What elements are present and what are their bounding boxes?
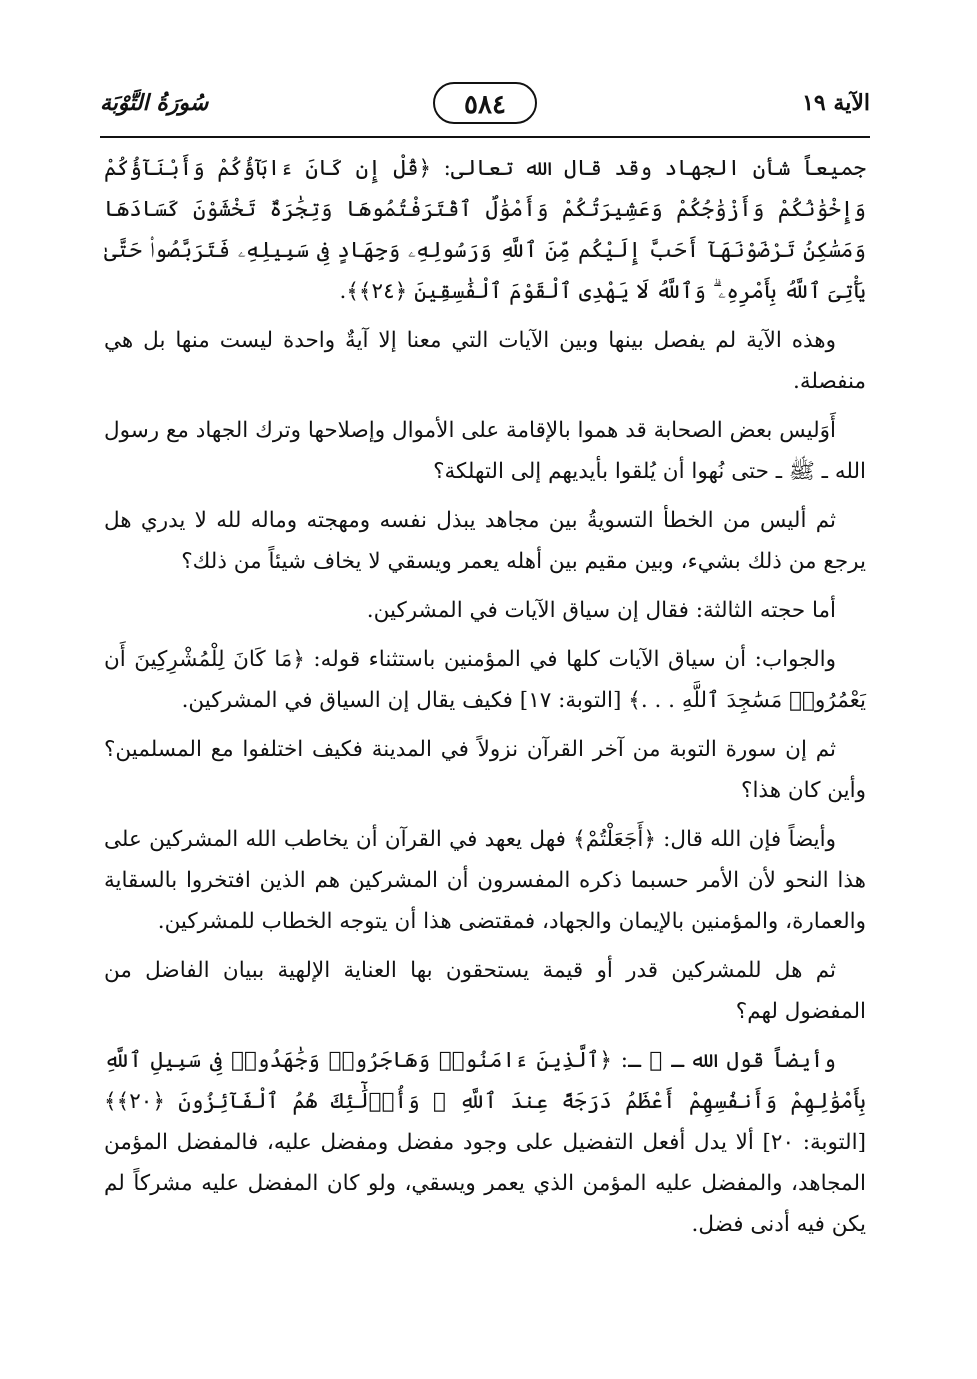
page-body bbox=[104, 148, 866, 1253]
paragraph: والجواب: أن سياق الآيات كلها في المؤمنين باستثناء قوله: ﴿مَا كَانَ لِلْمُشْرِكِينَ أَن يَعْمُرُوا۟ مَسَٰجِدَ ٱللَّهِ . . .﴾ [التوبة: ١٧] فكيف يقال إن السياق في المشركين. bbox=[104, 647, 866, 713]
paragraph: أما حجته الثالثة: فقال إن سياق الآيات في المشركين. bbox=[366, 598, 836, 623]
header-divider bbox=[100, 136, 870, 138]
paragraph: جميعاً شأن الجهاد وقد قال الله تعالى: ﴿قُلْ إِن كَانَ ءَابَآؤُكُمْ وَأَبْنَآؤُكُمْ وَإِخْوَٰنُكُمْ وَأَزْوَٰجُكُمْ وَعَشِيرَتُكُمْ وَأَمْوَٰلٌ ٱقْتَرَفْتُمُوهَا وَتِجَٰرَةٌ تَخْشَوْنَ كَسَادَهَا وَمَسَٰكِنُ تَرْضَوْنَهَآ أَحَبَّ إِلَيْكُم مِّنَ ٱللَّهِ وَرَسُولِهِۦ وَجِهَادٍ فِى سَبِيلِهِۦ فَتَرَبَّصُوا۟ حَتَّىٰ يَأْتِىَ ٱللَّهُ بِأَمْرِهِۦ ۗ وَٱللَّهُ لَا يَهْدِى ٱلْقَوْمَ ٱلْفَٰسِقِينَ ﴿٢٤﴾﴾. bbox=[104, 156, 866, 304]
verse-label: الآية ١٩ bbox=[802, 90, 870, 116]
paragraph: ثم أليس من الخطأ التسويةُ بين مجاهد يبذل نفسه ومهجته وماله لله لا يدري هل يرجع من ذلك بشيء، وبين مقيم بين أهله يعمر ويسقي لا يخاف شيئاً من ذلك؟ bbox=[104, 508, 866, 574]
surah-name: سُورَةُ التَّوْبَة bbox=[100, 90, 209, 116]
page-number: ٥٨٤ bbox=[433, 82, 537, 124]
paragraph: وأيضاً فإن الله قال: ﴿أَجَعَلْتُمْ﴾ فهل يعهد في القرآن أن يخاطب الله المشركين على هذا النحو لأن الأمر حسبما ذكره المفسرون أن المشركين هم الذين افتخروا بالسقاية والعمارة، والمؤمنين بالإيمان والجهاد، فمقتضى هذا أن يتوجه الخطاب للمشركين. bbox=[104, 827, 866, 934]
page-header bbox=[100, 78, 870, 128]
paragraph: ثم إن سورة التوبة من آخر القرآن نزولاً في المدينة فكيف اختلفوا مع المسلمين؟ وأين كان هذا؟ bbox=[104, 737, 866, 803]
paragraph: ثم هل للمشركين قدر أو قيمة يستحقون بها العناية الإلهية ببيان الفاضل من المفضول لهم؟ bbox=[104, 958, 866, 1024]
paragraph: أَوَليس بعض الصحابة قد هموا بالإقامة على الأموال وإصلاحها وترك الجهاد مع رسول الله ـ ﷺ ـ حتى نُهوا أن يُلقوا بأيديهم إلى التهلكة؟ bbox=[104, 418, 866, 484]
paragraph: وهذه الآية لم يفصل بينها وبين الآيات التي معنا إلا آيةٌ واحدة ليست منها بل هي منفصلة. bbox=[104, 328, 866, 394]
paragraph: وأيضاً قول الله ـ ﷻ ـ: ﴿ٱلَّذِينَ ءَامَنُوا۟ وَهَاجَرُوا۟ وَجَٰهَدُوا۟ فِى سَبِيلِ ٱللَّهِ بِأَمْوَٰلِهِمْ وَأَنفُسِهِمْ أَعْظَمُ دَرَجَةً عِندَ ٱللَّهِ ۚ وَأُو۟لَٰٓئِكَ هُمُ ٱلْفَآئِزُونَ ﴿٢٠﴾﴾ [التوبة: ٢٠] ألا يدل أفعل التفضيل على وجود مفضل ومفضل عليه، فالمفضل المؤمن المجاهد، والمفضل عليه المؤمن الذي يعمر ويسقي، ولو كان المفضل عليه مشركاً لم يكن فيه أدنى فضل. bbox=[104, 1048, 866, 1237]
